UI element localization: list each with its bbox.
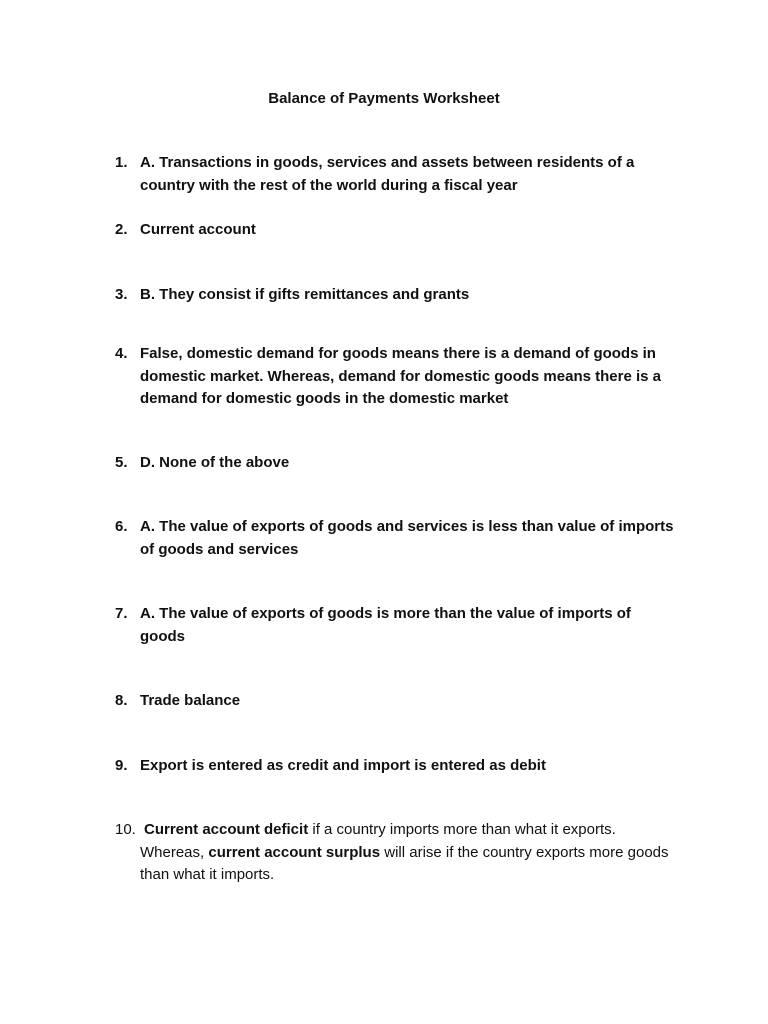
item-text: Export is entered as credit and import is entered as debit: [140, 757, 546, 774]
item-number: 7.: [115, 605, 128, 622]
item-text: A. The value of exports of goods is more than the value of imports of goods: [140, 605, 631, 645]
list-item-4: [115, 343, 675, 411]
item-number: 8.: [115, 692, 128, 709]
list-item-10: [115, 819, 675, 887]
list-item-7: [115, 603, 675, 648]
item-number: 2.: [115, 221, 128, 238]
term-current-account-deficit: Current account deficit: [144, 821, 309, 838]
item-number: 3.: [115, 286, 128, 303]
list-item-6: [115, 516, 675, 561]
list-item-3: [115, 284, 675, 307]
item-number: 9.: [115, 757, 128, 774]
item-text-part: if a country imports more than what it exports. Whereas,: [140, 821, 616, 861]
list-item-9: [115, 755, 675, 778]
item-number: 10.: [115, 821, 136, 838]
item-number: 4.: [115, 345, 128, 362]
item-number: 5.: [115, 454, 128, 471]
item-text: B. They consist if gifts remittances and grants: [140, 286, 470, 303]
item-text: Current account: [140, 221, 256, 238]
page-title: Balance of Payments Worksheet: [268, 90, 500, 107]
item-text: D. None of the above: [140, 454, 290, 471]
term-current-account-surplus: current account surplus: [208, 843, 381, 861]
list-item-1: [115, 152, 675, 197]
list-item-2: [115, 219, 675, 242]
item-text: [140, 819, 675, 887]
item-text-part: will arise if the country exports more goods than what it imports.: [140, 843, 669, 883]
item-number: 1.: [115, 154, 128, 171]
item-text: A. The value of exports of goods and services is less than value of imports of goods and services: [140, 518, 674, 558]
list-item-5: [115, 452, 675, 475]
item-text: Trade balance: [140, 692, 241, 709]
item-text: False, domestic demand for goods means there is a demand of goods in domestic market. Whereas, demand for domestic goods means there is a demand for domestic goods in the domestic market: [140, 345, 661, 407]
item-text: A. Transactions in goods, services and assets between residents of a country with the rest of the world during a fiscal year: [140, 154, 635, 194]
list-item-8: [115, 690, 675, 713]
item-number: 6.: [115, 518, 128, 535]
